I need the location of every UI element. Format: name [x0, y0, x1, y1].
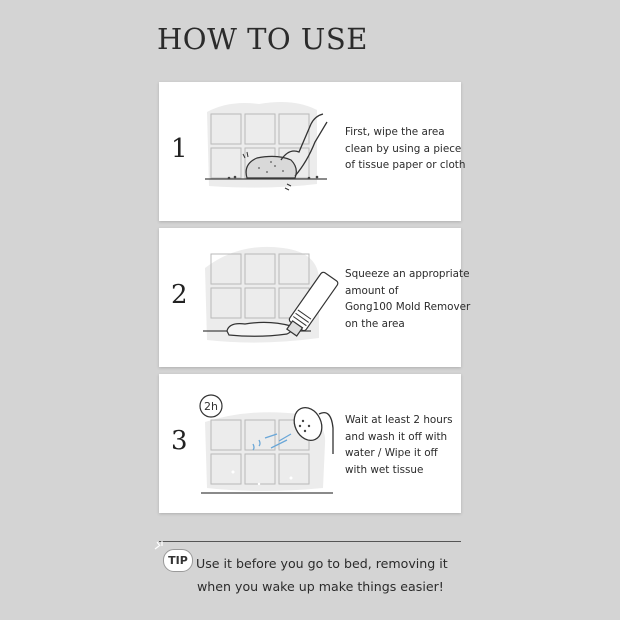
tip-line: when you wake up make things easier! — [197, 579, 444, 594]
step-description — [345, 266, 471, 332]
step-card-1 — [159, 82, 466, 221]
page-title: HOW TO USE — [157, 22, 368, 56]
step-line: on the area — [345, 317, 405, 330]
timer-badge: 2h — [204, 400, 218, 413]
step-description — [345, 412, 457, 478]
step-line: of tissue paper or cloth — [345, 159, 466, 171]
step-description — [345, 124, 466, 174]
tip-text — [196, 552, 448, 598]
step-line: with wet tissue — [345, 463, 424, 476]
step-card-3 — [159, 374, 461, 513]
step-line: amount of — [345, 284, 399, 297]
step-line: Wait at least 2 hours — [345, 414, 453, 426]
step-line: Squeeze an appropriate — [345, 268, 470, 280]
step-line: Gong100 Mold Remover — [345, 301, 471, 313]
step-line: First, wipe the area — [345, 126, 445, 138]
step-line: and wash it off with — [345, 430, 448, 443]
step-number: 2 — [171, 280, 188, 310]
step-line: water / Wipe it off — [345, 447, 438, 459]
spark-icon — [153, 540, 167, 552]
step-number: 1 — [171, 134, 188, 164]
step-line: clean by using a piece — [345, 142, 462, 155]
step-card-2 — [159, 228, 471, 367]
tip-badge: TIP — [163, 549, 193, 572]
squeeze-tube-illustration — [199, 238, 339, 358]
shower-rinse-illustration — [199, 384, 339, 504]
wipe-illustration — [199, 92, 339, 202]
tip-line: Use it before you go to bed, removing it — [196, 556, 448, 571]
tip-divider — [159, 541, 461, 542]
step-number: 3 — [171, 426, 188, 456]
